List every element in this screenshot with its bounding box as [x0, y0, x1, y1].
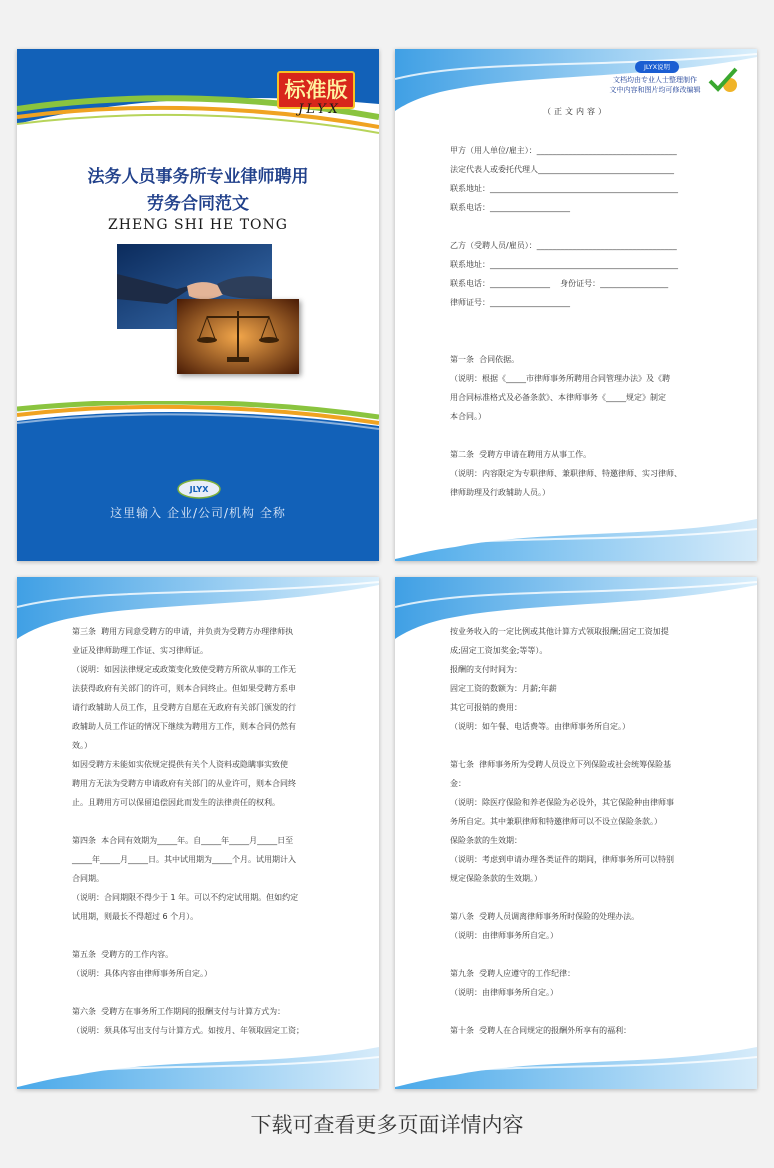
text-line: 金：	[450, 779, 466, 788]
text-line: 第八条 受聘人员调离律师事务所时保险的处理办法。	[450, 912, 640, 921]
text-line: 联系电话：____________________	[450, 203, 570, 212]
text-line: 规定保险条款的生效期。）	[450, 874, 542, 883]
text-line: 第四条 本合同有效期为_____年。自_____年_____月_____日至	[72, 836, 294, 845]
text-line: 固定工资的数额为：月薪;年薪	[450, 684, 557, 693]
edition-badge-sub: JLYX	[298, 102, 341, 117]
text-line: （说明：根据《_____市律师事务所聘用合同管理办法》及《聘	[450, 374, 670, 383]
text-line: 其它可报销的费用：	[450, 703, 522, 712]
text-line: 第三条 聘用方同意受聘方的申请，并负责为受聘方办理律师执	[72, 627, 294, 636]
text-line: （说明：除医疗保险和养老保险为必设外，其它保险种由律师事	[450, 798, 674, 807]
text-line: 联系电话：_______________ 身份证号：_________________	[450, 279, 669, 288]
blank-line	[72, 983, 324, 1002]
text-line: 第六条 受聘方在事务所工作期间的报酬支付与计算方式为：	[72, 1007, 286, 1016]
note-pill: JLYX说明	[635, 61, 679, 73]
jlyx-logo-text: JLYX	[189, 485, 209, 494]
blank-line	[450, 736, 702, 755]
blank-line	[450, 331, 702, 350]
cover-title-line2: 劳务合同范文	[147, 194, 249, 214]
justice-scale-image	[177, 299, 299, 374]
text-line: （说明：合同期限不得少于 1 年。可以不约定试用期。但如约定	[72, 893, 299, 902]
text-line: 止。且聘用方可以保留追偿因此而发生的法律责任的权利。	[72, 798, 280, 807]
cover-title-line1: 法务人员事务所专业律师聘用	[87, 167, 309, 187]
jlyx-logo-icon	[177, 479, 221, 499]
text-line: 法定代表人或委托代理人__________________________________	[450, 165, 674, 174]
blank-line	[450, 426, 702, 445]
text-line: 请行政辅助人员工作，且受聘方自愿在无政府有关部门颁发的行	[72, 703, 296, 712]
text-line: 本合同。）	[450, 412, 486, 421]
text-line: （说明：由律师事务所自定。）	[450, 988, 558, 997]
text-line: 第十条 受聘人在合同规定的报酬外所享有的福利：	[450, 1026, 632, 1035]
wave-bottom-decoration	[17, 1027, 379, 1089]
text-line: 联系地址：_______________________________________________	[450, 184, 678, 193]
contract-page-2	[395, 49, 757, 561]
check-icon	[708, 67, 738, 95]
blank-line	[450, 312, 702, 331]
text-line: 按业务收入的一定比例或其他计算方式领取报酬;固定工资加提	[450, 627, 669, 636]
text-line: 第二条 受聘方申请在聘用方从事工作。	[450, 450, 592, 459]
text-line: 乙方（受聘人员/雇员）：___________________________________	[450, 241, 677, 250]
blank-line	[72, 812, 324, 831]
text-line: 务所自定。其中兼职律师和特邀律师可以不设立保险条款。）	[450, 817, 662, 826]
blank-line	[450, 945, 702, 964]
header-note-line2: 文中内容和图片均可修改编辑	[609, 86, 701, 94]
text-line: 第九条 受聘人应遵守的工作纪律：	[450, 969, 576, 978]
company-placeholder: 这里输入 企业/公司/机构 全称	[110, 506, 286, 520]
text-line: （说明：考虑到申请办理各类证件的期间，律师事务所可以特别	[450, 855, 674, 864]
contract-page-4	[395, 577, 757, 1089]
header-note	[595, 75, 715, 95]
text-line: 聘用方无法为受聘方申请政府有关部门的从业许可，则本合同终	[72, 779, 296, 788]
text-line: 效。）	[72, 741, 92, 750]
text-line: 甲方（用人单位/雇主）：___________________________________	[450, 146, 677, 155]
cover-page	[17, 49, 379, 561]
text-line: 试用期，则最长不得超过 6 个月）。	[72, 912, 199, 921]
text-line: 政辅助人员工作证的情况下继续为聘用方工作，则本合同仍然有	[72, 722, 296, 731]
page3-content	[72, 622, 324, 1040]
text-line: （说明：须具体写出支付与计算方式。如按月、年领取固定工资；	[72, 1026, 304, 1035]
text-line: 第五条 受聘方的工作内容。	[72, 950, 174, 959]
text-line: _____年_____月_____日。其中试用期为_____个月。试用期计入	[72, 855, 296, 864]
blank-line	[450, 217, 702, 236]
header-note-line1: 文档均由专业人士整理制作	[613, 76, 697, 84]
text-line: 律师证号：____________________	[450, 298, 570, 307]
page2-content	[450, 141, 702, 502]
text-line: （说明：如午餐、电话费等。由律师事务所自定。）	[450, 722, 630, 731]
text-line: （说明：如因法律规定或政策变化致使受聘方所欲从事的工作无	[72, 665, 296, 674]
edition-badge: 标准版	[277, 71, 355, 109]
text-line: 成;固定工资加奖金;等等）。	[450, 646, 548, 655]
section-heading: （正文内容）	[543, 107, 609, 116]
cover-pinyin: ZHENG SHI HE TONG	[108, 217, 288, 233]
text-line: 用合同标准格式及必备条款》、本律师事务《_____规定》制定	[450, 393, 666, 402]
page4-content	[450, 622, 702, 1040]
text-line: （说明：具体内容由律师事务所自定。）	[72, 969, 212, 978]
text-line: 报酬的支付时间为：	[450, 665, 522, 674]
contract-page-3	[17, 577, 379, 1089]
text-line: 业证及律师助理工作证、实习律师证。	[72, 646, 208, 655]
text-line: （说明：由律师事务所自定。）	[450, 931, 558, 940]
text-line: 第一条 合同依据。	[450, 355, 520, 364]
wave-bottom-decoration	[395, 499, 757, 561]
text-line: 联系地址：_______________________________________________	[450, 260, 678, 269]
blank-line	[450, 1002, 702, 1021]
blank-line	[450, 888, 702, 907]
wave-bottom-decoration	[395, 1027, 757, 1089]
blank-line	[72, 926, 324, 945]
text-line: 律师助理及行政辅助人员。）	[450, 488, 550, 497]
text-line: 如因受聘方未能如实依规定提供有关个人资料或隐瞒事实致使	[72, 760, 288, 769]
text-line: （说明：内容限定为专职律师、兼职律师、特邀律师、实习律师、	[450, 469, 682, 478]
footer-more-info: 下载可查看更多页面详情内容	[250, 1113, 524, 1137]
text-line: 保险条款的生效期：	[450, 836, 522, 845]
text-line: 合同期。	[72, 874, 104, 883]
text-line: 法获得政府有关部门的许可，则本合同终止。但如果受聘方系申	[72, 684, 296, 693]
text-line: 第七条 律师事务所为受聘人员设立下列保险或社会统筹保险基	[450, 760, 672, 769]
